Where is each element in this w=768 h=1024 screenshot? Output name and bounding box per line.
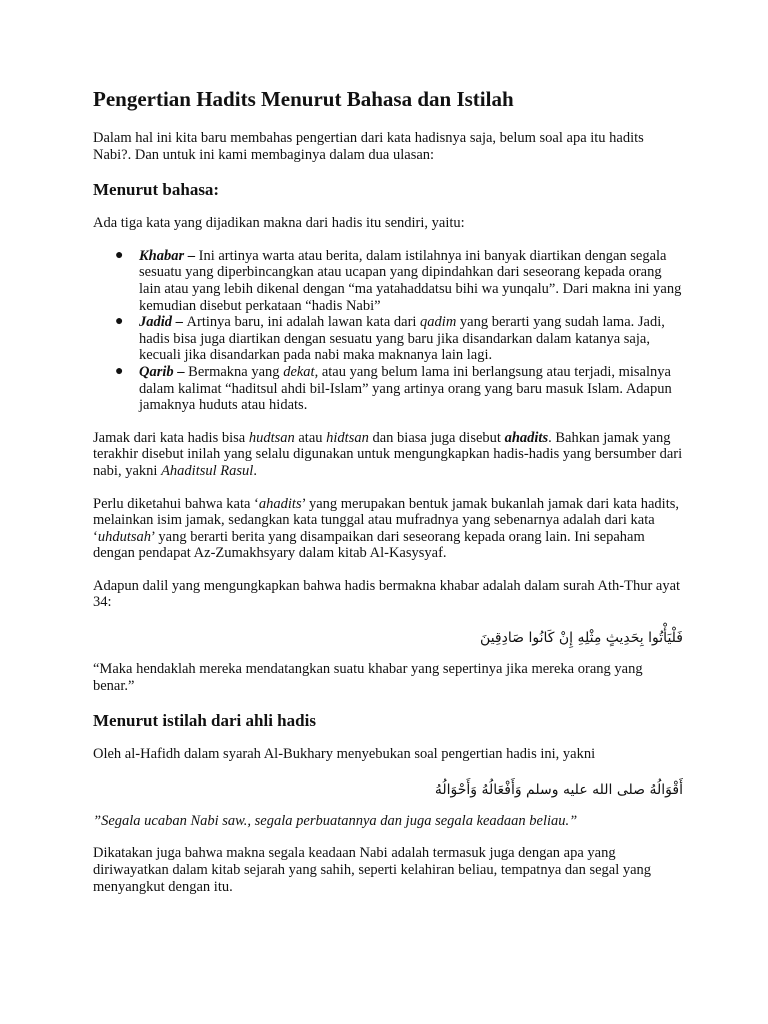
term-ahadits-quote: ahadits — [258, 495, 302, 512]
text-run: . — [253, 462, 257, 479]
definition-translation: ”Segala ucaban Nabi saw., segala perbuatannya dan juga segala keadaan beliau.” — [93, 812, 578, 829]
list-item-jadid — [115, 314, 683, 364]
arabic-definition: أَقْوَالُهُ صلى الله عليه وسلم وَأَفْعَالُهُ وَأَحْوَالُهُ — [434, 781, 683, 798]
section-heading-istilah: Menurut istilah dari ahli hadis — [93, 711, 316, 731]
arabic-verse: فَلْيَأْتُوا بِحَدِيثٍ مِثْلِهِ إِنْ كَانُوا صَادِقِينَ — [480, 630, 683, 647]
paragraph-jamak — [93, 430, 683, 480]
text-run: . Bahkan jamak yang terakhir disebut inilah yang selalu digunakan untuk mengungkapkan hadis-hadis yang bersumber dari nabi, yakni — [93, 429, 683, 479]
term-dash: – — [172, 314, 187, 331]
meaning-list — [93, 248, 683, 414]
text-run: Jamak dari kata hadis bisa — [93, 429, 249, 446]
definition-qarib-a: Bermakna yang — [188, 363, 284, 380]
article-body — [93, 86, 683, 911]
bullet-icon: ● — [115, 314, 124, 330]
list-item-khabar — [115, 247, 683, 314]
text-run: dan biasa juga disebut — [368, 429, 505, 446]
paragraph-ahadits — [93, 496, 683, 562]
section-lead-istilah: Oleh al-Hafidh dalam syarah Al-Bukhary menyebukan soal pengertian hadis ini, yakni — [93, 746, 596, 763]
term-qarib: Qarib — [139, 363, 174, 380]
definition-qarib-b: , atau yang belum lama ini berlangsung atau terjadi, misalnya dalam kalimat “haditsul ahdi bil-Islam” yang artinya orang yang baru masuk Islam. Adapun jamaknya huduts atau hidats. — [139, 363, 672, 414]
text-run: Perlu diketahui bahwa kata ‘ — [93, 495, 259, 512]
definition-jadid-a: Artinya baru, ini adalah lawan kata dari — [186, 314, 421, 331]
definition-qarib-em: dekat — [283, 363, 315, 380]
term-dash: – — [173, 363, 189, 380]
verse-translation: “Maka hendaklah mereka mendatangkan suatu khabar yang sepertinya jika mereka orang yang benar.” — [93, 661, 643, 694]
paragraph-dalil: Adapun dalil yang mengungkapkan bahwa hadis bermakna khabar adalah dalam surah Ath-Thur ayat 34: — [93, 577, 681, 611]
definition-jadid-b: yang berarti yang sudah lama. Jadi, hadis bisa juga diartikan dengan sesuatu yang baru jika disandarkan dalam katanya saja, kecuali jika disandarkan pada nabi maka maknanya lain lagi. — [139, 314, 665, 364]
closing-paragraph: Dikatakan juga bahwa makna segala keadaan Nabi adalah termasuk juga dengan apa yang diriwayatkan dalam kitab sejarah yang sahih, seperti kelahiran beliau, tempatnya dan segal yang menyangkut dengan itu. — [93, 845, 652, 895]
section-lead-bahasa: Ada tiga kata yang dijadikan makna dari hadis itu sendiri, yaitu: — [93, 215, 465, 232]
term-hudtsan: hudtsan — [248, 429, 295, 446]
term-ahaditsul-rasul: Ahaditsul Rasul — [161, 462, 254, 479]
text-run: ’ yang merupakan bentuk jamak bukanlah jamak dari kata hadits, melainkan isim jamak, sedangkan kata tunggal atau mufradnya yang sebenarnya adalah dari kata ‘ — [93, 495, 679, 545]
bullet-icon: ● — [115, 363, 124, 379]
section-heading-bahasa: Menurut bahasa: — [93, 180, 220, 200]
definition-khabar: Ini artinya warta atau berita, dalam istilahnya ini banyak diartikan dengan segala sesuatu yang diperbincangkan atau ucapan yang dipindahkan dari seseorang kepada orang lain atau yang lebih dikenal dengan “ma yatahaddatsu bihi wa yunqalu”. Dari makna ini yang kemudian disebut perkataan “hadis Nabi” — [139, 247, 682, 314]
term-hidtsan: hidtsan — [326, 429, 369, 446]
bullet-icon: ● — [115, 247, 124, 263]
intro-paragraph: Dalam hal ini kita baru membahas pengertian dari kata hadisnya saja, belum soal apa itu hadits Nabi?. Dan untuk ini kami membaginya dalam dua ulasan: — [93, 130, 644, 163]
page-title: Pengertian Hadits Menurut Bahasa dan Istilah — [93, 87, 514, 111]
definition-jadid-em: qadim — [420, 314, 457, 331]
term-jadid: Jadid — [139, 314, 173, 331]
text-run: ’ yang berarti berita yang disampaikan dari seseorang kepada orang lain. Ini sepaham dengan pendapat Az-Zumakhsyary dalam kitab Al-Kasysyaf. — [93, 528, 645, 562]
list-item-qarib — [115, 363, 683, 414]
text-run: atau — [294, 429, 327, 446]
term-khabar: Khabar — [139, 247, 185, 264]
term-dash: – — [184, 247, 199, 264]
term-uhdutsah: uhdutsah — [97, 528, 152, 545]
term-ahadits: ahadits — [504, 429, 549, 446]
